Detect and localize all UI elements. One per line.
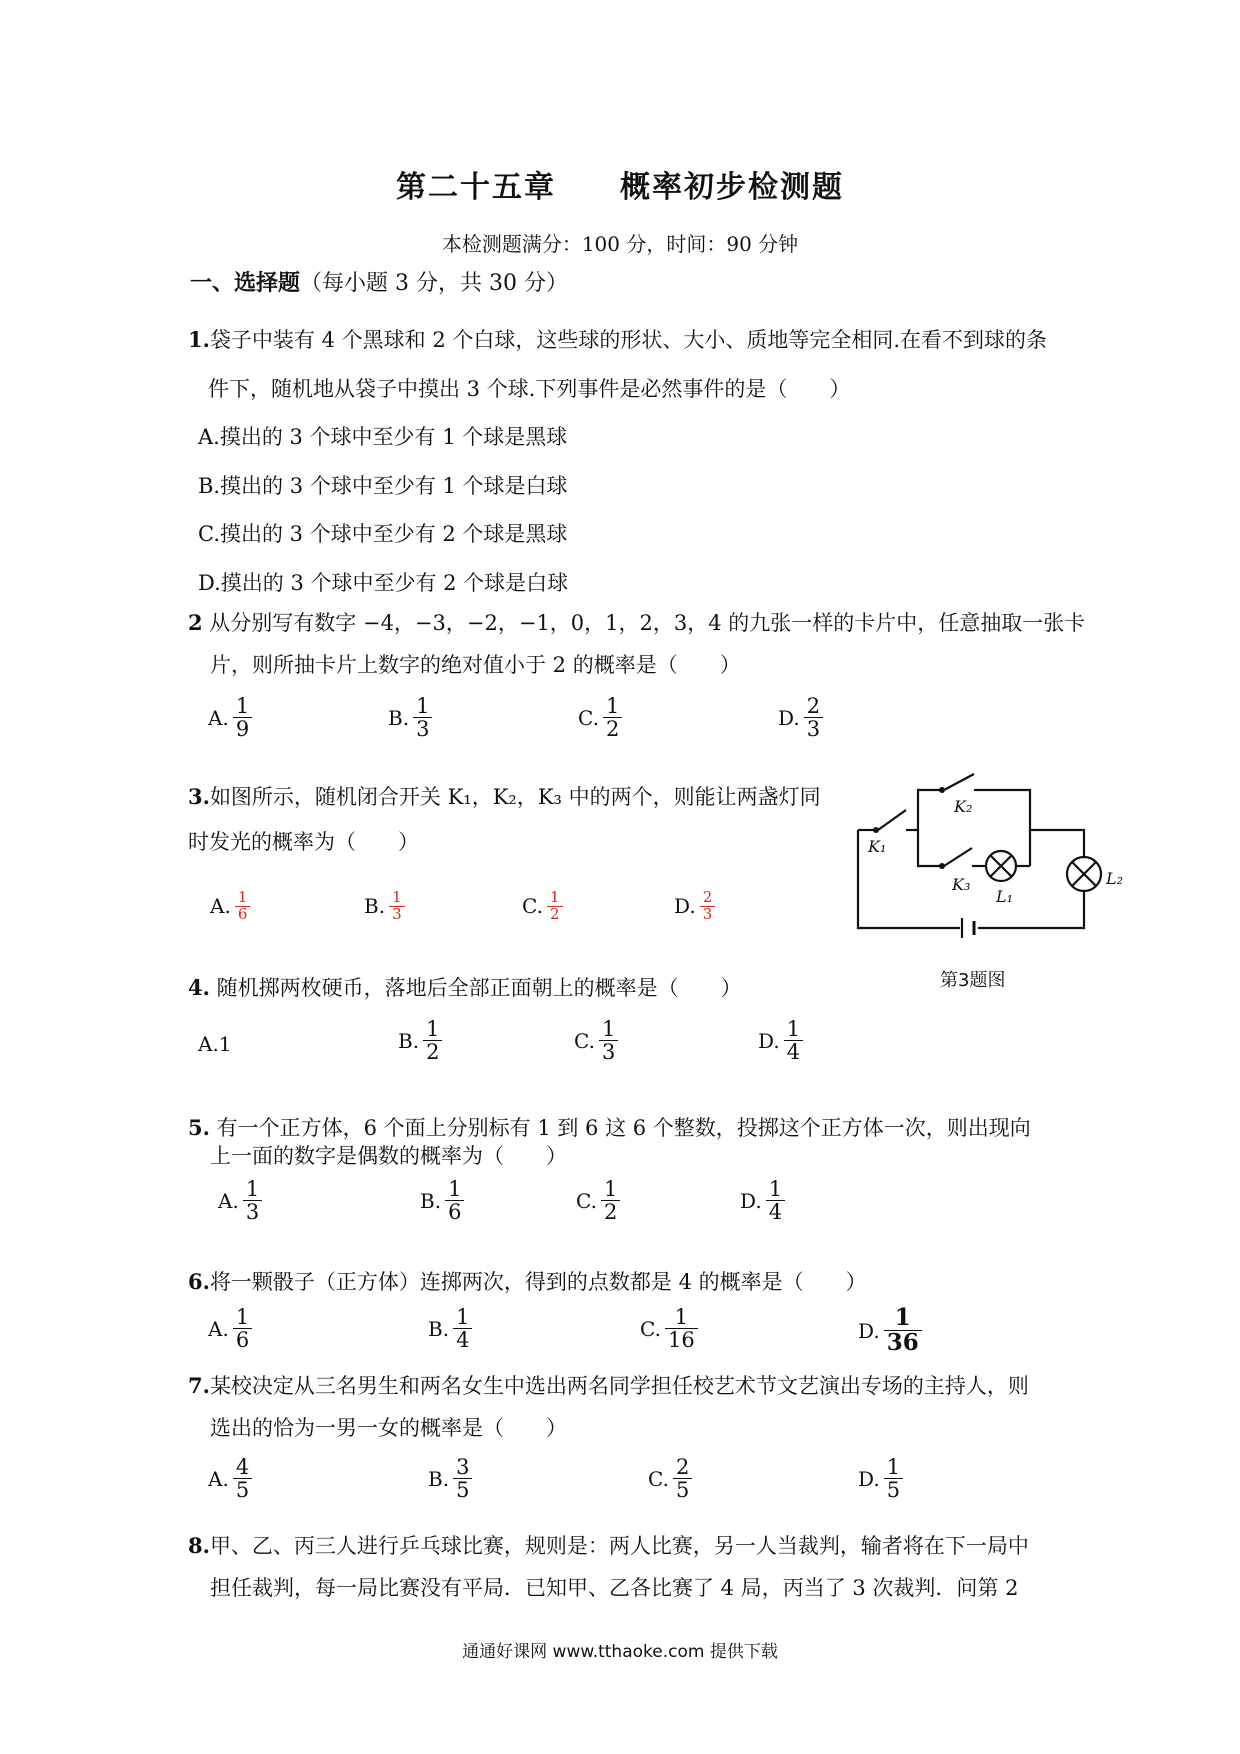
q6-text1: 将一颗骰子（正方体）连掷两次，得到的点数都是 4 的概率是（ ） xyxy=(209,1270,867,1294)
option-label: B. xyxy=(428,1316,450,1341)
option-label: B. xyxy=(420,1188,442,1213)
option-label: C. xyxy=(640,1316,661,1341)
q5-line2: 上一面的数字是偶数的概率为（ ） xyxy=(210,1144,567,1168)
denominator: 3 xyxy=(601,1040,616,1065)
q1-line1 xyxy=(188,324,1047,354)
q3-option-a xyxy=(210,890,250,923)
option-label: D. xyxy=(758,1028,780,1053)
denominator: 3 xyxy=(245,1200,260,1225)
q6-number: 6. xyxy=(188,1269,210,1294)
fraction xyxy=(884,1456,903,1501)
section-name: 一、选择题 xyxy=(190,270,301,296)
q4-option-c xyxy=(574,1018,618,1063)
fraction xyxy=(804,695,823,740)
fraction xyxy=(599,1018,618,1063)
q2-option-a xyxy=(208,695,252,740)
fraction xyxy=(665,1306,698,1351)
q2-line1 xyxy=(188,607,1085,637)
q1-option-a: A.摸出的 3 个球中至少有 1 个球是黑球 xyxy=(198,425,568,449)
q6-option-c xyxy=(640,1306,698,1351)
numerator: 4 xyxy=(235,1455,250,1479)
fraction xyxy=(673,1456,692,1501)
fraction xyxy=(547,890,563,923)
denominator: 5 xyxy=(456,1478,470,1503)
numerator: 1 xyxy=(392,888,402,906)
q8-number: 8. xyxy=(188,1533,210,1558)
q5-option-d xyxy=(740,1178,785,1223)
k2-contact xyxy=(939,787,945,793)
option-label: D. xyxy=(674,894,696,919)
outer-wire-right xyxy=(978,892,1084,928)
fraction xyxy=(884,1306,922,1355)
q1-option-d: D.摸出的 3 个球中至少有 2 个球是白球 xyxy=(198,571,569,595)
q4-option-b xyxy=(398,1018,442,1063)
option-label: A. xyxy=(210,894,231,919)
option-label: D. xyxy=(740,1188,762,1213)
branch-top-right xyxy=(974,790,1030,866)
option-label: B. xyxy=(388,705,410,730)
numerator: 1 xyxy=(237,888,248,906)
option-label: A. xyxy=(208,1316,229,1341)
fraction xyxy=(233,1306,252,1351)
numerator: 1 xyxy=(786,1017,801,1041)
q7-option-a xyxy=(208,1456,252,1501)
k1-contact xyxy=(873,827,879,833)
option-label: D. xyxy=(778,705,800,730)
denominator: 36 xyxy=(886,1329,919,1357)
option-label: C. xyxy=(522,894,543,919)
q5-number: 5. xyxy=(188,1115,210,1140)
numerator: 1 xyxy=(456,1305,470,1329)
q7-line1 xyxy=(188,1370,1029,1400)
q2-line2: 片，则所抽卡片上数字的绝对值小于 2 的概率是（ ） xyxy=(210,653,741,677)
option-label: C. xyxy=(576,1188,597,1213)
q8-text1: 甲、乙、丙三人进行乒乓球比赛，规则是：两人比赛，另一人当裁判，输者将在下一局中 xyxy=(209,1534,1029,1558)
q7-number: 7. xyxy=(188,1373,210,1398)
numerator: 1 xyxy=(448,1177,462,1201)
fraction xyxy=(413,695,432,740)
q3-option-d xyxy=(674,890,715,923)
section-heading xyxy=(190,266,568,297)
q7-option-b xyxy=(428,1456,472,1501)
numerator: 1 xyxy=(894,1304,911,1331)
numerator: 1 xyxy=(768,1177,783,1201)
circuit-diagram xyxy=(848,768,1138,968)
denominator: 2 xyxy=(549,904,560,923)
q1-number: 1. xyxy=(188,327,210,352)
q2-option-b xyxy=(388,695,432,740)
q8-line2: 担任裁判，每一局比赛没有平局．已知甲、乙各比赛了 4 局，丙当了 3 次裁判．问第 2 xyxy=(210,1576,1019,1600)
q4-option-a: A.1 xyxy=(198,1032,232,1056)
numerator: 2 xyxy=(675,1455,690,1479)
l1-label: L₁ xyxy=(996,887,1014,906)
q6-option-a xyxy=(208,1306,252,1351)
l2-label: L₂ xyxy=(1106,869,1124,888)
k2-switch-blade xyxy=(944,774,974,790)
denominator: 3 xyxy=(392,904,402,923)
q7-option-c xyxy=(648,1456,692,1501)
numerator: 1 xyxy=(549,888,560,906)
denominator: 2 xyxy=(603,1200,618,1225)
option-label: C. xyxy=(574,1028,595,1053)
q4-line1 xyxy=(188,972,742,1002)
numerator: 1 xyxy=(426,1017,440,1041)
fraction xyxy=(445,1178,464,1223)
numerator: 1 xyxy=(605,694,620,718)
fraction xyxy=(235,890,251,923)
page-subtitle: 本检测题满分：100 分，时间：90 分钟 xyxy=(441,232,799,256)
option-label: B. xyxy=(364,894,386,919)
denominator: 3 xyxy=(702,904,713,923)
option-label: B. xyxy=(428,1466,450,1491)
k3-contact xyxy=(939,863,945,869)
option-label: C. xyxy=(648,1466,669,1491)
fraction xyxy=(233,695,252,740)
fraction xyxy=(601,1178,620,1223)
q4-text1: 随机掷两枚硬币，落地后全部正面朝上的概率是（ ） xyxy=(209,976,742,1000)
q5-text1: 有一个正方体，6 个面上分别标有 1 到 6 这 6 个整数，投掷这个正方体一次，则出现向 xyxy=(209,1116,1031,1140)
fraction xyxy=(453,1306,472,1351)
denominator: 6 xyxy=(237,904,248,923)
numerator: 2 xyxy=(806,694,821,718)
q2-option-d xyxy=(778,695,823,740)
outer-wire-top-right xyxy=(1030,830,1084,856)
denominator: 6 xyxy=(235,1328,250,1353)
option-label: C. xyxy=(578,705,599,730)
q7-text1: 某校决定从三名男生和两名女生中选出两名同学担任校艺术节文艺演出专场的主持人，则 xyxy=(209,1374,1029,1398)
numerator: 3 xyxy=(456,1455,470,1479)
option-label: B. xyxy=(398,1028,420,1053)
q1-line2: 件下，随机地从袋子中摸出 3 个球.下列事件是必然事件的是（ ） xyxy=(208,377,851,401)
q2-option-c xyxy=(578,695,622,740)
q3-number: 3. xyxy=(188,784,210,809)
denominator: 3 xyxy=(416,717,430,742)
option-label: A. xyxy=(208,705,229,730)
denominator: 4 xyxy=(786,1040,801,1065)
q5-line1 xyxy=(188,1112,1031,1142)
k1-switch-blade xyxy=(878,810,906,830)
numerator: 1 xyxy=(235,694,250,718)
q2-text1: 从分别写有数字 −4，−3，−2，−1，0，1，2，3，4 的九张一样的卡片中，任意抽取一张卡 xyxy=(202,611,1086,635)
fraction xyxy=(784,1018,803,1063)
q1-text1: 袋子中装有 4 个黑球和 2 个白球，这些球的形状、大小、质地等完全相同.在看不到球的条 xyxy=(209,328,1048,352)
fraction xyxy=(453,1456,472,1501)
q3-line2: 时发光的概率为（ ） xyxy=(188,830,419,854)
k3-switch-blade xyxy=(944,848,972,866)
q3-option-c xyxy=(522,890,563,923)
fraction xyxy=(700,890,716,923)
numerator: 1 xyxy=(235,1305,250,1329)
denominator: 2 xyxy=(426,1040,440,1065)
branch-bottom-left xyxy=(918,830,940,866)
branch-top-left xyxy=(918,790,940,830)
denominator: 9 xyxy=(235,717,250,742)
q7-line2: 选出的恰为一男一女的概率是（ ） xyxy=(210,1416,567,1440)
q6-line1 xyxy=(188,1266,867,1296)
figure-caption: 第3题图 xyxy=(940,970,1006,991)
k1-label: K₁ xyxy=(868,837,887,856)
denominator: 5 xyxy=(235,1478,250,1503)
q1-option-c: C.摸出的 3 个球中至少有 2 个球是黑球 xyxy=(198,522,568,546)
numerator: 2 xyxy=(702,888,713,906)
option-label: D. xyxy=(858,1318,880,1343)
fraction xyxy=(766,1178,785,1223)
denominator: 5 xyxy=(675,1478,690,1503)
q6-option-b xyxy=(428,1306,472,1351)
q8-line1 xyxy=(188,1530,1029,1560)
q5-option-a xyxy=(218,1178,262,1223)
numerator: 1 xyxy=(603,1177,618,1201)
numerator: 1 xyxy=(886,1455,901,1479)
denominator: 4 xyxy=(768,1200,783,1225)
option-label: D. xyxy=(858,1466,880,1491)
numerator: 1 xyxy=(674,1305,688,1329)
numerator: 1 xyxy=(245,1177,260,1201)
option-label: A. xyxy=(208,1466,229,1491)
section-note: （每小题 3 分，共 30 分） xyxy=(300,271,568,296)
k3-label: K₃ xyxy=(952,875,971,894)
numerator: 1 xyxy=(601,1017,616,1041)
fraction xyxy=(423,1018,442,1063)
q4-number: 4. xyxy=(188,975,210,1000)
denominator: 4 xyxy=(456,1328,470,1353)
denominator: 2 xyxy=(605,717,620,742)
q5-option-c xyxy=(576,1178,620,1223)
fraction xyxy=(233,1456,252,1501)
denominator: 5 xyxy=(886,1478,901,1503)
q1-option-b: B.摸出的 3 个球中至少有 1 个球是白球 xyxy=(198,474,568,498)
page-footer: 通通好课网 www.tthaoke.com 提供下载 xyxy=(462,1642,778,1662)
q4-option-d xyxy=(758,1018,803,1063)
denominator: 6 xyxy=(448,1200,462,1225)
fraction xyxy=(243,1178,262,1223)
q2-number: 2 xyxy=(188,610,203,635)
q7-option-d xyxy=(858,1456,903,1501)
q3-line1 xyxy=(188,781,821,811)
k2-label: K₂ xyxy=(954,797,973,816)
fraction xyxy=(603,695,622,740)
denominator: 3 xyxy=(806,717,821,742)
q3-option-b xyxy=(364,890,405,923)
page-title: 第二十五章 概率初步检测题 xyxy=(396,170,844,205)
q6-option-d xyxy=(858,1306,922,1355)
option-label: A. xyxy=(218,1188,239,1213)
numerator: 1 xyxy=(416,694,430,718)
denominator: 16 xyxy=(667,1328,695,1353)
q5-option-b xyxy=(420,1178,464,1223)
fraction xyxy=(389,890,405,923)
q3-text1: 如图所示，随机闭合开关 K₁，K₂，K₃ 中的两个，则能让两盏灯同 xyxy=(209,785,821,809)
